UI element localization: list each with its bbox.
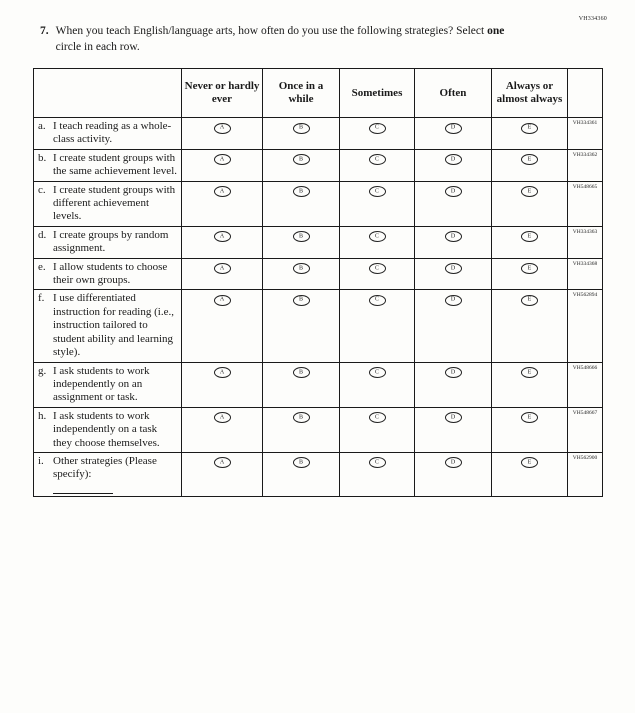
answer-circle-row3-col2[interactable] xyxy=(293,186,310,197)
answer-circle-row4-col5[interactable] xyxy=(521,231,538,242)
row-letter: d. xyxy=(38,228,47,241)
answer-circle-letter: D xyxy=(450,233,456,240)
row-letter: g. xyxy=(38,364,47,377)
answer-circle-row3-col1[interactable] xyxy=(214,186,231,197)
answer-circle-letter: A xyxy=(219,265,225,272)
option-cell xyxy=(182,149,263,181)
answer-circle-letter: A xyxy=(219,459,225,466)
option-cell xyxy=(182,452,263,496)
option-cell xyxy=(340,118,415,150)
table-row xyxy=(34,149,603,181)
row-code: VH334368 xyxy=(568,258,603,290)
answer-circle-letter: A xyxy=(219,296,225,303)
answer-circle-row5-col1[interactable] xyxy=(214,263,231,274)
strategy-frequency-table xyxy=(33,68,603,497)
answer-circle-row1-col3[interactable] xyxy=(369,123,386,134)
answer-circle-row5-col2[interactable] xyxy=(293,263,310,274)
answer-circle-letter: E xyxy=(527,265,532,272)
question-number: 7. xyxy=(40,25,49,37)
row-label: I create student groups with different achievement levels. xyxy=(53,183,176,223)
question-text-part2: circle in each row. xyxy=(55,40,140,53)
answer-circle-letter: C xyxy=(374,414,379,421)
answer-circle-row5-col4[interactable] xyxy=(445,263,462,274)
answer-circle-letter: B xyxy=(298,265,303,272)
row-label-cell xyxy=(34,362,182,407)
answer-circle-letter: E xyxy=(527,369,532,375)
column-header-often: Often xyxy=(415,69,492,118)
option-cell xyxy=(340,226,415,258)
row-letter: h. xyxy=(38,409,47,422)
option-cell xyxy=(263,290,340,362)
row-label: I allow students to choose their own groups. xyxy=(53,260,168,287)
answer-circle-row7-col5[interactable] xyxy=(521,367,538,378)
question-bold-word: one xyxy=(487,25,505,37)
answer-circle-letter: E xyxy=(527,188,532,195)
table-row xyxy=(34,118,603,150)
option-cell xyxy=(415,362,492,407)
row-label-cell xyxy=(34,226,182,258)
question xyxy=(40,24,510,55)
answer-circle-row5-col3[interactable] xyxy=(369,263,386,274)
question-text-part1: When you teach English/language arts, how often do you use the following strategies? Select xyxy=(55,25,488,37)
answer-circle-letter: D xyxy=(450,459,456,466)
option-cell xyxy=(182,226,263,258)
option-cell xyxy=(492,407,568,452)
write-in-blank-line[interactable] xyxy=(53,492,113,494)
answer-circle-letter: C xyxy=(374,188,379,195)
row-label: I create student groups with the same achievement level. xyxy=(53,151,177,178)
table-row xyxy=(34,362,603,407)
answer-circle-row2-col2[interactable] xyxy=(293,154,310,165)
answer-circle-letter: E xyxy=(527,414,532,421)
option-cell xyxy=(340,290,415,362)
row-label-cell xyxy=(34,452,182,496)
row-letter: e. xyxy=(38,260,46,273)
answer-circle-letter: E xyxy=(527,124,532,131)
table-row xyxy=(34,407,603,452)
option-cell xyxy=(415,258,492,290)
answer-circle-letter: D xyxy=(450,296,456,303)
answer-circle-row8-col4[interactable] xyxy=(445,412,462,423)
answer-circle-letter: C xyxy=(374,369,379,375)
answer-circle-row6-col5[interactable] xyxy=(521,295,538,306)
option-cell xyxy=(415,226,492,258)
answer-circle-letter: E xyxy=(527,459,532,466)
answer-circle-row7-col2[interactable] xyxy=(293,367,310,378)
option-cell xyxy=(182,181,263,226)
row-label-cell xyxy=(34,258,182,290)
answer-circle-row3-col4[interactable] xyxy=(445,186,462,197)
option-cell xyxy=(492,258,568,290)
answer-circle-row1-col2[interactable] xyxy=(293,123,310,134)
answer-circle-row9-col3[interactable] xyxy=(369,457,386,468)
option-cell xyxy=(263,226,340,258)
row-letter: f. xyxy=(38,292,45,305)
option-cell xyxy=(415,149,492,181)
option-cell xyxy=(340,258,415,290)
option-cell xyxy=(263,118,340,150)
option-cell xyxy=(492,149,568,181)
answer-circle-row1-col4[interactable] xyxy=(445,123,462,134)
answer-circle-row6-col4[interactable] xyxy=(445,295,462,306)
table-row xyxy=(34,181,603,226)
row-label: I teach reading as a whole-class activity. xyxy=(53,120,172,146)
answer-circle-letter: B xyxy=(298,459,303,466)
answer-circle-letter: E xyxy=(527,296,532,303)
answer-circle-letter: A xyxy=(219,369,225,375)
answer-circle-row9-col1[interactable] xyxy=(214,457,231,468)
table-row xyxy=(34,452,603,496)
row-label: I use differentiated instruction for reading (i.e., instruction tailored to student ability and learning style). xyxy=(53,292,174,359)
column-header-never: Never or hardly ever xyxy=(182,69,263,118)
answer-circle-letter: A xyxy=(219,414,225,421)
answer-circle-row7-col4[interactable] xyxy=(445,367,462,378)
row-label-cell xyxy=(34,149,182,181)
answer-circle-row1-col1[interactable] xyxy=(214,123,231,134)
option-cell xyxy=(263,258,340,290)
answer-circle-letter: A xyxy=(219,188,225,195)
row-code: VH334362 xyxy=(568,149,603,181)
answer-circle-letter: B xyxy=(298,124,303,131)
answer-circle-row4-col3[interactable] xyxy=(369,231,386,242)
answer-circle-row2-col4[interactable] xyxy=(445,154,462,165)
answer-circle-letter: C xyxy=(374,459,379,466)
answer-circle-row4-col1[interactable] xyxy=(214,231,231,242)
row-label: I ask students to work independently on an assignment or task. xyxy=(53,364,150,404)
row-label: I create groups by random assignment. xyxy=(53,228,169,255)
option-cell xyxy=(492,118,568,150)
column-header-once-in-a-while: Once in a while xyxy=(263,69,340,118)
option-cell xyxy=(492,226,568,258)
option-cell xyxy=(340,181,415,226)
option-cell xyxy=(182,362,263,407)
header-empty-label xyxy=(34,69,182,118)
table-row xyxy=(34,226,603,258)
row-label-cell xyxy=(34,407,182,452)
option-cell xyxy=(182,118,263,150)
answer-circle-letter: B xyxy=(298,156,303,163)
option-cell xyxy=(492,181,568,226)
option-cell xyxy=(263,362,340,407)
option-cell xyxy=(415,181,492,226)
page-code: VH334360 xyxy=(578,16,607,22)
answer-circle-row8-col1[interactable] xyxy=(214,412,231,423)
answer-circle-letter: E xyxy=(527,156,532,163)
row-code: VH548667 xyxy=(568,407,603,452)
answer-circle-letter: C xyxy=(374,124,379,131)
option-cell xyxy=(340,407,415,452)
answer-circle-row8-col2[interactable] xyxy=(293,412,310,423)
answer-circle-letter: D xyxy=(450,265,456,272)
answer-circle-row8-col5[interactable] xyxy=(521,412,538,423)
answer-circle-row6-col3[interactable] xyxy=(369,295,386,306)
answer-circle-row9-col2[interactable] xyxy=(293,457,310,468)
answer-circle-row7-col3[interactable] xyxy=(369,367,386,378)
table-row xyxy=(34,290,603,362)
row-code: VH562900 xyxy=(568,452,603,496)
answer-circle-row1-col5[interactable] xyxy=(521,123,538,134)
answer-circle-row4-col2[interactable] xyxy=(293,231,310,242)
option-cell xyxy=(492,362,568,407)
answer-circle-row2-col3[interactable] xyxy=(369,154,386,165)
row-code: VH562894 xyxy=(568,290,603,362)
answer-circle-letter: A xyxy=(219,233,225,240)
table-row xyxy=(34,258,603,290)
row-code: VH548665 xyxy=(568,181,603,226)
row-label: I ask students to work independently on a task they choose themselves. xyxy=(53,409,160,449)
row-code: VH334363 xyxy=(568,226,603,258)
answer-circle-row3-col5[interactable] xyxy=(521,186,538,197)
row-letter: a. xyxy=(38,120,46,132)
column-header-always: Always or almost always xyxy=(492,69,568,118)
answer-circle-row9-col5[interactable] xyxy=(521,457,538,468)
answer-circle-row5-col5[interactable] xyxy=(521,263,538,274)
answer-circle-row7-col1[interactable] xyxy=(214,367,231,378)
row-label: Other strategies (Please specify): xyxy=(53,454,157,481)
option-cell xyxy=(492,290,568,362)
row-code: VH548666 xyxy=(568,362,603,407)
answer-circle-letter: D xyxy=(450,188,456,195)
row-letter: b. xyxy=(38,151,47,164)
row-code: VH334361 xyxy=(568,118,603,150)
answer-circle-row3-col3[interactable] xyxy=(369,186,386,197)
strategy-table-body xyxy=(34,118,603,497)
option-cell xyxy=(415,118,492,150)
row-label-cell xyxy=(34,290,182,362)
answer-circle-letter: A xyxy=(219,156,225,163)
option-cell xyxy=(340,149,415,181)
option-cell xyxy=(182,258,263,290)
option-cell xyxy=(182,407,263,452)
column-header-sometimes: Sometimes xyxy=(340,69,415,118)
answer-circle-letter: C xyxy=(374,233,379,240)
option-cell xyxy=(263,452,340,496)
option-cell xyxy=(415,407,492,452)
answer-circle-letter: B xyxy=(298,233,303,240)
answer-circle-row2-col5[interactable] xyxy=(521,154,538,165)
answer-circle-row6-col1[interactable] xyxy=(214,295,231,306)
answer-circle-row4-col4[interactable] xyxy=(445,231,462,242)
answer-circle-letter: C xyxy=(374,296,379,303)
answer-circle-letter: D xyxy=(450,156,456,163)
option-cell xyxy=(263,181,340,226)
answer-circle-letter: D xyxy=(450,414,456,421)
answer-circle-letter: B xyxy=(298,414,303,421)
option-cell xyxy=(340,452,415,496)
answer-circle-row6-col2[interactable] xyxy=(293,295,310,306)
answer-circle-letter: B xyxy=(298,188,303,195)
row-label-cell xyxy=(34,118,182,150)
header-empty-code xyxy=(568,69,603,118)
answer-circle-letter: B xyxy=(298,296,303,303)
answer-circle-letter: D xyxy=(450,124,456,131)
answer-circle-letter: E xyxy=(527,233,532,240)
row-letter: i. xyxy=(38,454,44,467)
answer-circle-letter: D xyxy=(450,369,456,375)
answer-circle-letter: C xyxy=(374,265,379,272)
option-cell xyxy=(182,290,263,362)
answer-circle-row2-col1[interactable] xyxy=(214,154,231,165)
answer-circle-row8-col3[interactable] xyxy=(369,412,386,423)
option-cell xyxy=(492,452,568,496)
option-cell xyxy=(263,149,340,181)
header-row xyxy=(34,69,603,118)
row-letter: c. xyxy=(38,183,46,196)
option-cell xyxy=(340,362,415,407)
question-text xyxy=(56,24,510,55)
answer-circle-letter: C xyxy=(374,156,379,163)
row-label-cell xyxy=(34,181,182,226)
option-cell xyxy=(415,290,492,362)
answer-circle-row9-col4[interactable] xyxy=(445,457,462,468)
option-cell xyxy=(415,452,492,496)
answer-circle-letter: A xyxy=(219,124,225,131)
answer-circle-letter: B xyxy=(298,369,303,375)
option-cell xyxy=(263,407,340,452)
